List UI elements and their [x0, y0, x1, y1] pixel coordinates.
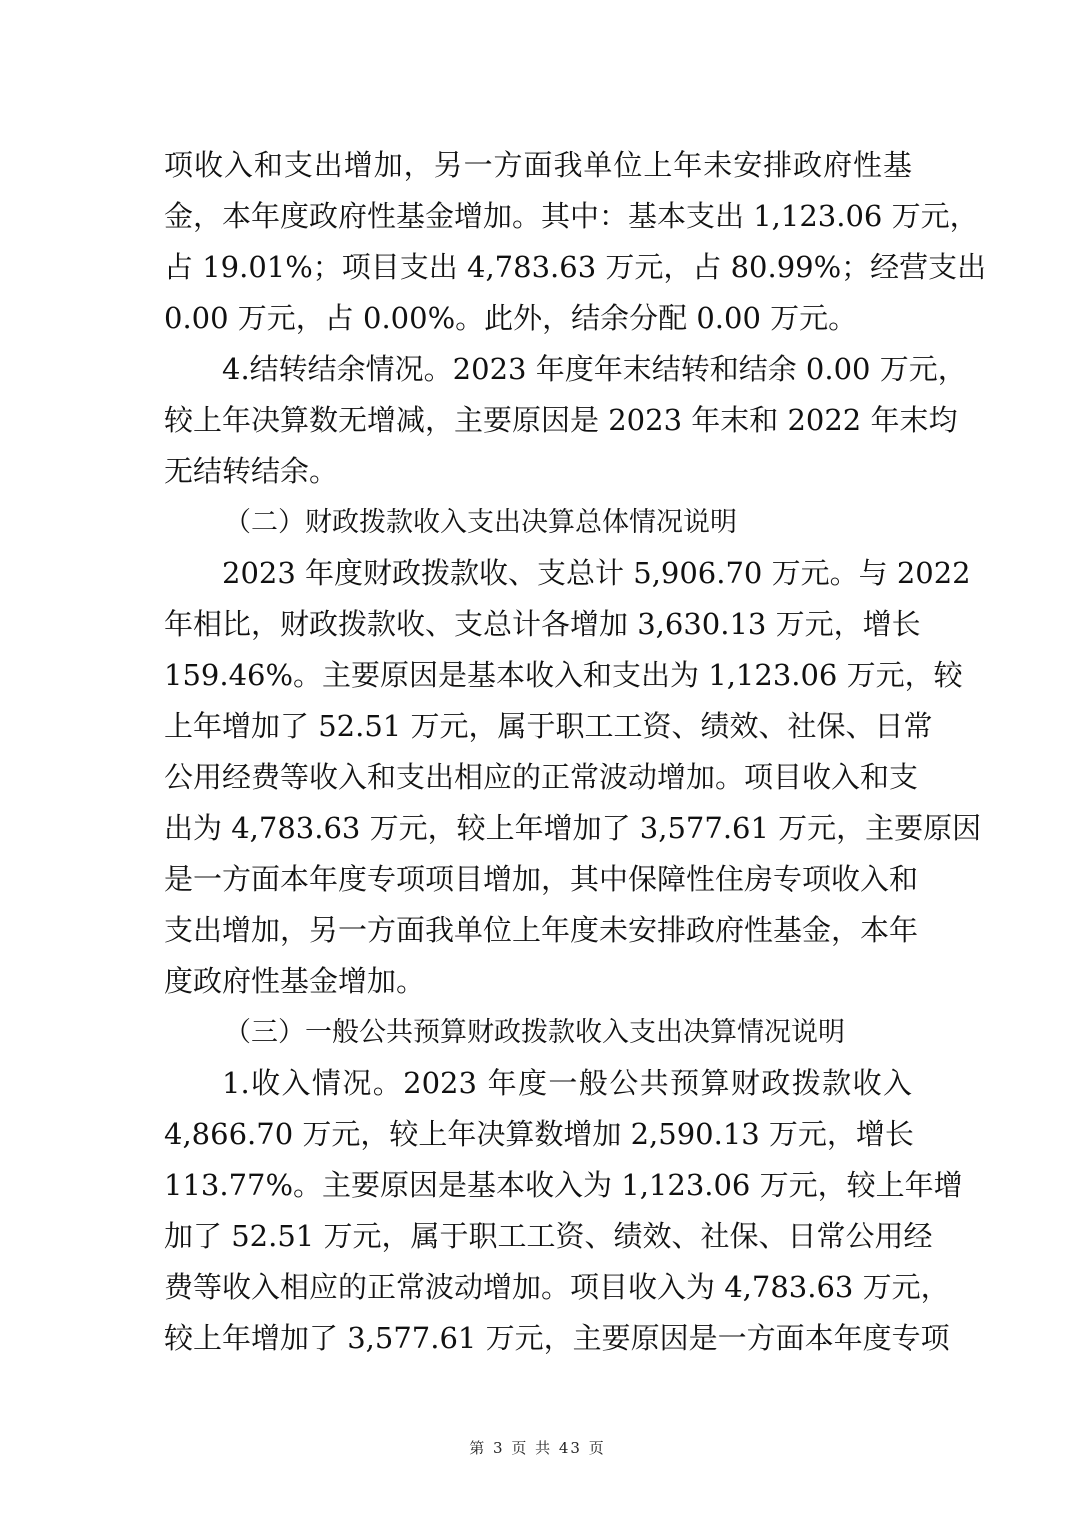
text-line: 支出增加，另一方面我单位上年度未安排政府性基金，本年 [164, 913, 919, 947]
text-line: 项收入和支出增加，另一方面我单位上年未安排政府性基 [164, 148, 912, 182]
text-line: 较上年增加了 3,577.61 万元，主要原因是一方面本年度专项 [164, 1321, 950, 1355]
text-line: 加了 52.51 万元，属于职工工资、绩效、社保、日常公用经 [164, 1219, 933, 1253]
text-line: 2023 年度财政拨款收、支总计 5,906.70 万元。与 2022 [222, 556, 971, 590]
text-line: 占 19.01%；项目支出 4,783.63 万元，占 80.99%；经营支出 [164, 250, 987, 284]
text-line: 113.77%。主要原因是基本收入为 1,123.06 万元，较上年增 [164, 1168, 963, 1202]
text-line: 公用经费等收入和支出相应的正常波动增加。项目收入和支 [164, 760, 919, 794]
text-line: 是一方面本年度专项项目增加，其中保障性住房专项收入和 [164, 862, 919, 896]
text-line: 1.收入情况。2023 年度一般公共预算财政拨款收入 [222, 1066, 912, 1100]
text-line: 无结转结余。 [164, 454, 339, 488]
text-line: 159.46%。主要原因是基本收入和支出为 1,123.06 万元，较 [164, 658, 963, 692]
text-line: 出为 4,783.63 万元，较上年增加了 3,577.61 万元，主要原因 [164, 811, 982, 845]
text-line: 费等收入相应的正常波动增加。项目收入为 4,783.63 万元， [164, 1270, 950, 1304]
page-number: 第 3 页 共 43 页 [469, 1439, 606, 1457]
body-text [164, 140, 987, 1364]
text-line: 4.结转结余情况。2023 年度年末结转和结余 0.00 万元， [222, 352, 967, 386]
text-line: 度政府性基金增加。 [164, 964, 426, 998]
text-line: 较上年决算数无增减，主要原因是 2023 年末和 2022 年末均 [164, 403, 958, 437]
text-line: 上年增加了 52.51 万元，属于职工工资、绩效、社保、日常 [164, 709, 933, 743]
text-line: 年相比，财政拨款收、支总计各增加 3,630.13 万元，增长 [164, 607, 921, 641]
section-heading: （三）一般公共预算财政拨款收入支出决算情况说明 [224, 1017, 845, 1048]
section-heading: （二）财政拨款收入支出决算总体情况说明 [224, 507, 737, 538]
text-line: 4,866.70 万元，较上年决算数增加 2,590.13 万元，增长 [164, 1117, 914, 1151]
text-line: 金，本年度政府性基金增加。其中：基本支出 1,123.06 万元， [164, 199, 979, 233]
text-line: 0.00 万元，占 0.00%。此外，结余分配 0.00 万元。 [164, 301, 858, 335]
